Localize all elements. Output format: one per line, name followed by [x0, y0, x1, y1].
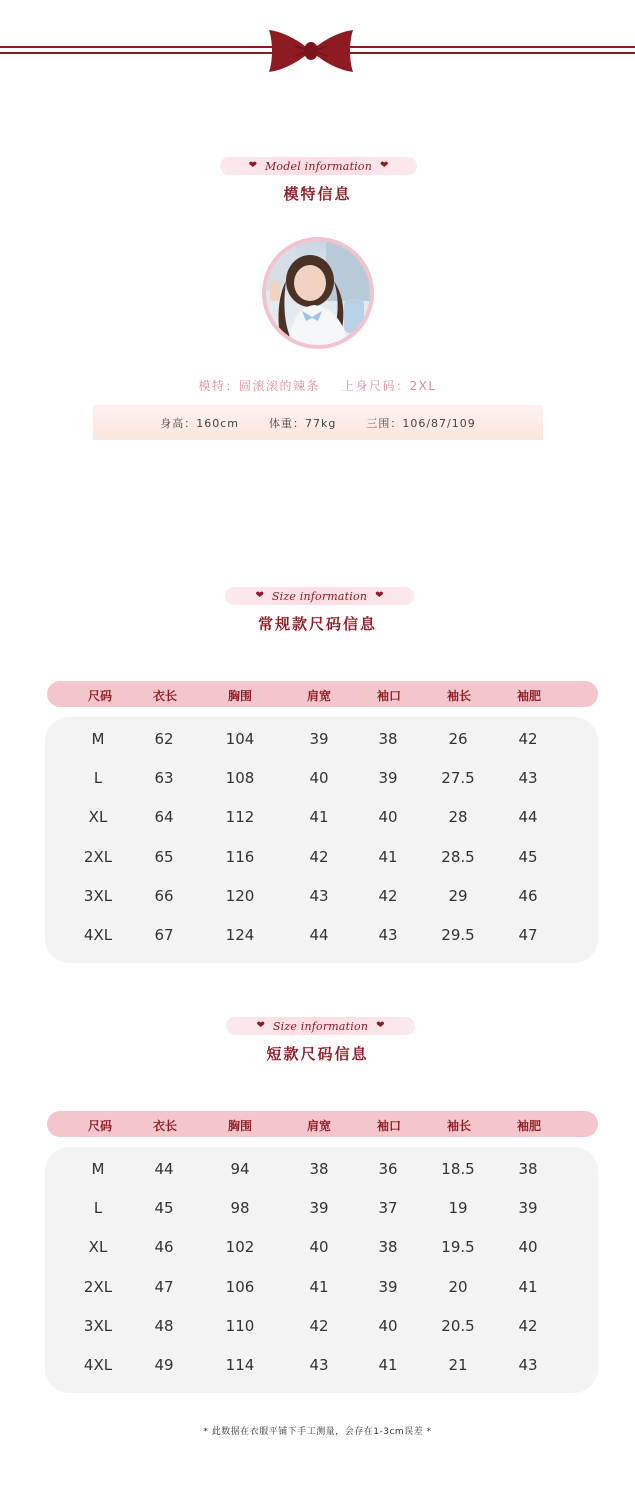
table-row: [45, 1356, 598, 1376]
regular-size-title: 常规款尺码信息: [257, 615, 377, 633]
table-cell: 40: [378, 1317, 398, 1335]
table-cell: 40: [518, 1238, 538, 1256]
header-cell: 衣长: [152, 689, 178, 703]
table-cell: 45: [518, 848, 538, 866]
table-cell: 19: [448, 1199, 468, 1217]
heart-icon: ❤: [255, 590, 264, 601]
table-cell: 2XL: [83, 848, 113, 866]
header-cell: 胸围: [227, 1119, 253, 1133]
header-cell: 袖肥: [516, 689, 542, 703]
table-cell: 44: [309, 926, 329, 944]
table-cell: XL: [88, 1238, 108, 1256]
table-cell: 106: [225, 1278, 255, 1296]
measurement-footnote: * 此数据在衣服平铺下手工测量，会存在1-3cm误差 *: [203, 1427, 432, 1437]
table-cell: 21: [448, 1356, 468, 1374]
table-cell: L: [93, 769, 103, 787]
table-cell: 26: [448, 730, 468, 748]
table-cell: 19.5: [441, 1238, 475, 1256]
table-cell: 110: [225, 1317, 255, 1335]
table-cell: 41: [518, 1278, 538, 1296]
table-cell: 114: [225, 1356, 255, 1374]
table-row: [45, 1160, 598, 1180]
model-stats-bar: [93, 405, 543, 440]
table-cell: 43: [309, 887, 329, 905]
table-cell: 40: [378, 808, 398, 826]
header-cell: 衣长: [152, 1119, 178, 1133]
table-cell: 18.5: [441, 1160, 475, 1178]
regular-size-script-title: Size information: [271, 589, 368, 603]
table-cell: 45: [154, 1199, 174, 1217]
table-cell: 47: [518, 926, 538, 944]
model-weight: 体重：77kg: [269, 416, 337, 430]
table-cell: 41: [378, 848, 398, 866]
header-cell: 肩宽: [306, 1119, 332, 1133]
table-cell: 28.5: [441, 848, 475, 866]
table-cell: 116: [225, 848, 255, 866]
header-cell: 胸围: [227, 689, 253, 703]
table-cell: 40: [309, 1238, 329, 1256]
table-cell: 4XL: [83, 926, 113, 944]
table-cell: 39: [378, 769, 398, 787]
short-size-title: 短款尺码信息: [266, 1045, 369, 1063]
table-cell: 62: [154, 730, 174, 748]
model-name-line: [0, 377, 635, 394]
heart-icon: ❤: [248, 160, 257, 171]
table-cell: 112: [225, 808, 255, 826]
table-cell: 49: [154, 1356, 174, 1374]
table-cell: 43: [309, 1356, 329, 1374]
header-cell: 袖肥: [516, 1119, 542, 1133]
heart-icon: ❤: [380, 160, 389, 171]
table-cell: 64: [154, 808, 174, 826]
short-size-header: [47, 1111, 598, 1137]
table-cell: 94: [230, 1160, 250, 1178]
table-cell: 48: [154, 1317, 174, 1335]
table-cell: 43: [378, 926, 398, 944]
table-cell: 42: [309, 1317, 329, 1335]
header-cell: 袖长: [446, 689, 472, 703]
header-cell: 袖长: [446, 1119, 472, 1133]
table-cell: 41: [309, 1278, 329, 1296]
table-cell: 104: [225, 730, 255, 748]
table-cell: 66: [154, 887, 174, 905]
table-cell: 43: [518, 769, 538, 787]
table-cell: 63: [154, 769, 174, 787]
bow-icon: [265, 28, 357, 74]
table-cell: 42: [518, 730, 538, 748]
heart-icon: ❤: [256, 1020, 265, 1031]
table-cell: 36: [378, 1160, 398, 1178]
model-avatar-ring: [262, 237, 374, 349]
header-cell: 袖口: [376, 1119, 402, 1133]
model-height: 身高：160cm: [160, 416, 239, 430]
header-cell: 尺码: [87, 689, 113, 703]
table-cell: 98: [230, 1199, 250, 1217]
table-cell: 39: [309, 730, 329, 748]
table-cell: 46: [518, 887, 538, 905]
table-row: [45, 808, 598, 828]
table-row: [45, 769, 598, 789]
table-row: [45, 1199, 598, 1219]
table-cell: 3XL: [83, 1317, 113, 1335]
table-cell: 108: [225, 769, 255, 787]
table-cell: 44: [154, 1160, 174, 1178]
table-row: [45, 848, 598, 868]
table-cell: 46: [154, 1238, 174, 1256]
short-size-table: [45, 1147, 598, 1393]
table-cell: 39: [378, 1278, 398, 1296]
table-row: [45, 730, 598, 750]
table-row: [45, 1238, 598, 1258]
table-cell: 29: [448, 887, 468, 905]
regular-size-header: [47, 681, 598, 707]
model-info-title: 模特信息: [283, 185, 352, 203]
model-info-pill: [220, 157, 417, 175]
table-cell: 40: [309, 769, 329, 787]
header-cell: 肩宽: [306, 689, 332, 703]
header-cell: 袖口: [376, 689, 402, 703]
model-avatar: [266, 241, 370, 345]
table-cell: 2XL: [83, 1278, 113, 1296]
table-cell: 28: [448, 808, 468, 826]
table-cell: 120: [225, 887, 255, 905]
table-cell: 27.5: [441, 769, 475, 787]
table-cell: M: [91, 730, 105, 748]
regular-size-table: [45, 717, 598, 963]
table-cell: 41: [309, 808, 329, 826]
model-measurements: 三围：106/87/109: [366, 416, 476, 430]
table-cell: 37: [378, 1199, 398, 1217]
table-row: [45, 926, 598, 946]
regular-size-pill: [225, 587, 414, 605]
table-cell: 47: [154, 1278, 174, 1296]
table-cell: 42: [378, 887, 398, 905]
table-cell: 67: [154, 926, 174, 944]
table-cell: L: [93, 1199, 103, 1217]
table-cell: 3XL: [83, 887, 113, 905]
table-cell: 4XL: [83, 1356, 113, 1374]
table-cell: 39: [309, 1199, 329, 1217]
table-row: [45, 1278, 598, 1298]
table-cell: 65: [154, 848, 174, 866]
table-cell: M: [91, 1160, 105, 1178]
model-info-script-title: Model information: [264, 159, 373, 173]
table-cell: 39: [518, 1199, 538, 1217]
short-size-pill: [226, 1017, 415, 1035]
table-cell: 38: [518, 1160, 538, 1178]
table-row: [45, 1317, 598, 1337]
table-cell: 42: [309, 848, 329, 866]
table-cell: 102: [225, 1238, 255, 1256]
table-cell: 38: [309, 1160, 329, 1178]
heart-icon: ❤: [376, 1020, 385, 1031]
table-cell: 20: [448, 1278, 468, 1296]
table-cell: 42: [518, 1317, 538, 1335]
table-cell: 38: [378, 1238, 398, 1256]
model-name: 模特：圆滚滚的辣条: [198, 379, 320, 393]
table-cell: 44: [518, 808, 538, 826]
table-cell: 29.5: [441, 926, 475, 944]
heart-icon: ❤: [375, 590, 384, 601]
table-cell: 43: [518, 1356, 538, 1374]
short-size-script-title: Size information: [272, 1019, 369, 1033]
table-cell: 41: [378, 1356, 398, 1374]
table-row: [45, 887, 598, 907]
table-cell: XL: [88, 808, 108, 826]
table-cell: 20.5: [441, 1317, 475, 1335]
header-cell: 尺码: [87, 1119, 113, 1133]
table-cell: 38: [378, 730, 398, 748]
model-top-size: 上身尺码：2XL: [341, 379, 437, 393]
table-cell: 124: [225, 926, 255, 944]
